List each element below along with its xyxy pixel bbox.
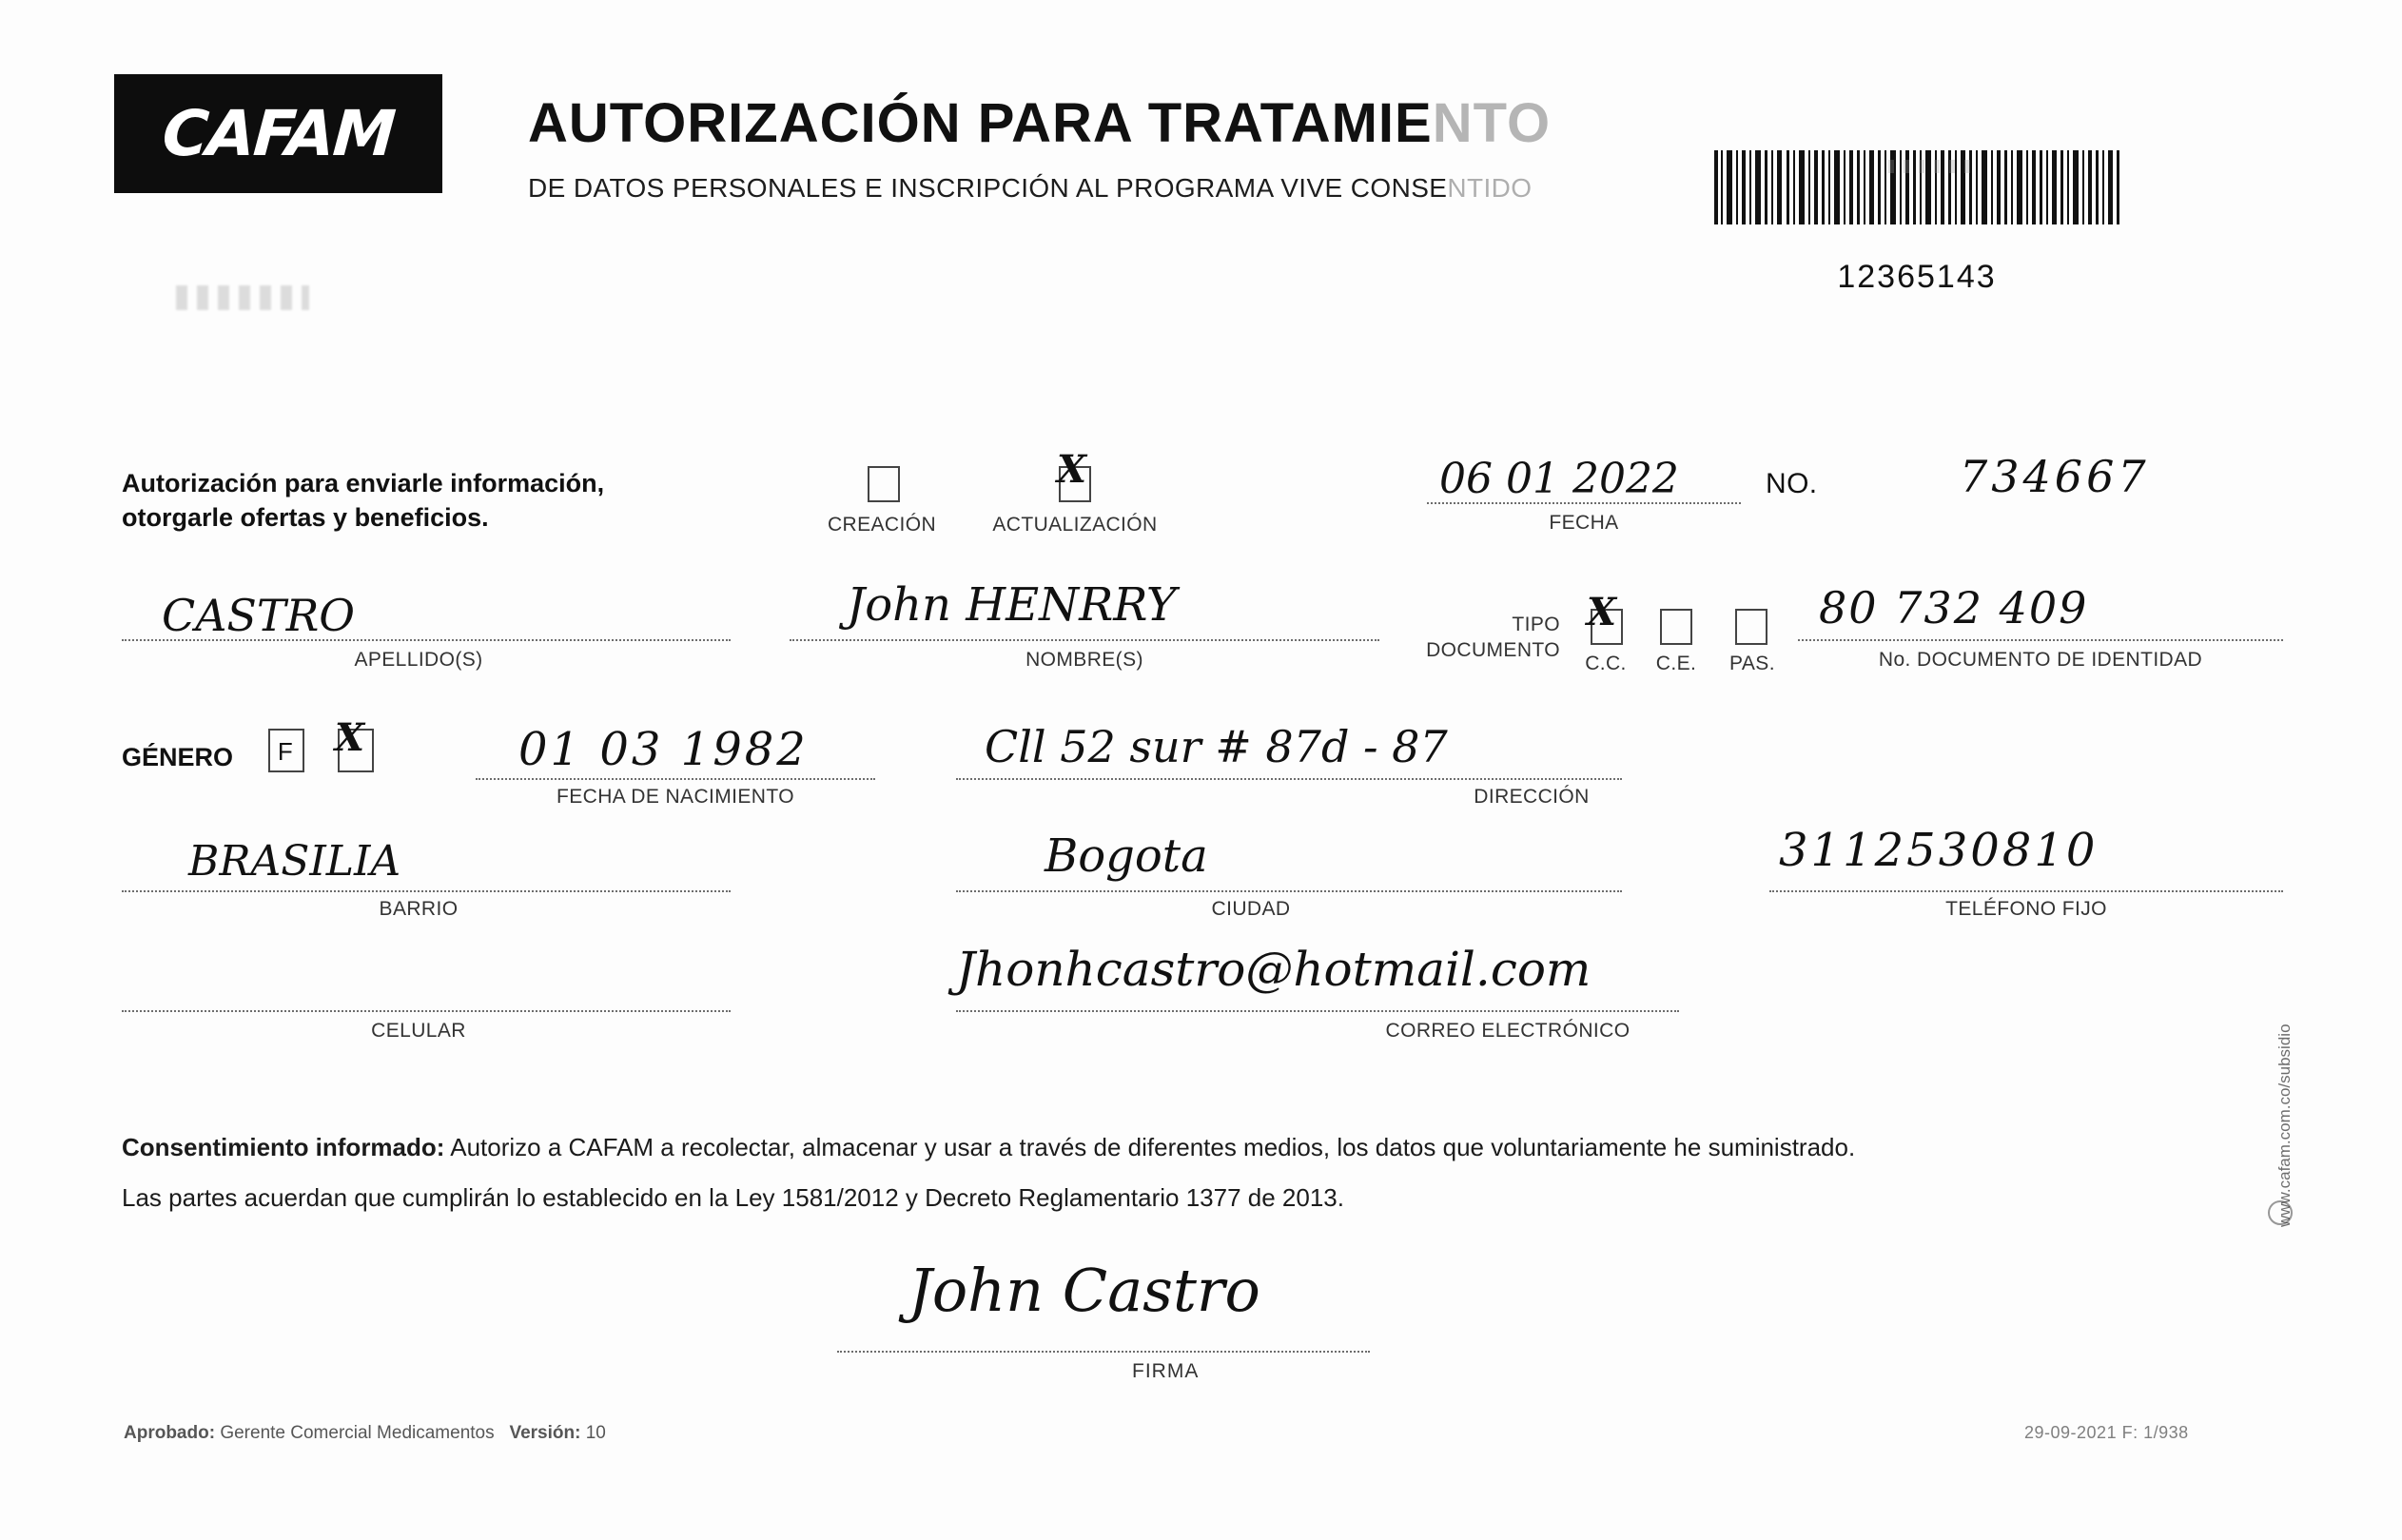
correo-line [956,1010,1679,1012]
apellidos-caption: APELLIDO(S) [354,649,483,671]
page-subtitle [528,173,1532,204]
tipo-pas-caption: PAS. [1729,653,1775,674]
fecha-nacimiento-value[interactable]: 01 03 1982 [518,723,809,776]
tipo-documento-caption-1: TIPO [1512,614,1560,635]
consent-line2: Las partes acuerdan que cumplirán lo establecido en la Ley 1581/2012 y Decreto Reglamentario 1377 de 2013. [122,1182,1344,1212]
signature-value[interactable]: John Castro [908,1256,1260,1325]
genero-label: GÉNERO [122,743,234,771]
footer-version-label: Versión: [509,1423,581,1443]
creacion-checkbox[interactable] [868,466,900,502]
ciudad-value[interactable]: Bogota [1045,829,1208,883]
barrio-value[interactable]: BRASILIA [188,837,401,886]
tipo-ce-caption: C.E. [1655,653,1697,674]
tipo-cc-caption: C.C. [1585,653,1627,674]
telefono-fijo-line [1769,890,2283,892]
scan-smudge [176,285,309,310]
footer-left [124,1423,606,1444]
genero-f-label: F [277,737,294,766]
actualizacion-check-mark: X [1057,447,1087,492]
apellidos-line [122,639,731,641]
page-subtitle-faded: NTIDO [1447,173,1533,203]
fecha-nacimiento-caption: FECHA DE NACIMIENTO [557,786,794,808]
correo-caption: CORREO ELECTRÓNICO [1385,1020,1631,1042]
consent-line1: Autorizo a CAFAM a recolectar, almacenar y usar a través de diferentes medios, los datos que voluntariamente he suministrado. [444,1133,1856,1161]
celular-line [122,1010,731,1012]
footer-right: 29-09-2021 F: 1/938 [2024,1423,2189,1442]
cafam-logo-text: CAFAM [160,97,397,170]
tipo-documento-caption-2: DOCUMENTO [1426,639,1560,661]
direccion-caption: DIRECCIÓN [1474,786,1590,808]
documento-caption: No. DOCUMENTO DE IDENTIDAD [1878,649,2203,671]
actualizacion-caption: ACTUALIZACIÓN [992,514,1158,536]
footer-approved-label: Aprobado: [124,1423,216,1443]
correo-value[interactable]: Jhonhcastro@hotmail.com [956,942,1592,997]
no-label: NO. [1766,468,1818,499]
consent-paragraph [122,1127,2267,1218]
signature-caption: FIRMA [1132,1360,1200,1382]
celular-caption: CELULAR [371,1020,466,1042]
footer-approved-value: Gerente Comercial Medicamentos [215,1423,495,1443]
footer-side-text: www.cafam.com.co/subsidio [2275,1023,2294,1227]
barrio-caption: BARRIO [379,898,459,920]
direccion-line [956,778,1622,780]
page-title-text: AUTORIZACIÓN PARA TRATAMIE [528,92,1433,154]
fecha-line [1427,502,1741,504]
telefono-fijo-value[interactable]: 3112530810 [1779,824,2099,877]
tipo-ce-checkbox[interactable] [1660,609,1692,645]
fecha-caption: FECHA [1549,512,1619,534]
barcode-number: 12365143 [1837,259,1997,295]
page-subtitle-text: DE DATOS PERSONALES E INSCRIPCIÓN AL PROGRAMA VIVE CONSE [528,173,1448,203]
barrio-line [122,890,731,892]
documento-value[interactable]: 80 732 409 [1819,582,2089,634]
authorization-label-line2: otorgarle ofertas y beneficios. [122,503,489,533]
ciudad-line [956,890,1622,892]
scan-artifact [1888,160,1974,173]
no-value[interactable]: 734667 [1960,451,2150,502]
creacion-caption: CREACIÓN [827,514,937,536]
nombres-line [790,639,1379,641]
consent-label: Consentimiento informado: [122,1133,445,1161]
nombres-value[interactable]: John HENRRY [847,578,1177,632]
cafam-logo [114,74,442,193]
apellidos-value[interactable]: CASTRO [162,590,355,641]
signature-line [837,1351,1370,1353]
footer-version-value: 10 [580,1423,606,1443]
genero-m-check-mark: X [335,715,365,760]
page-title [528,91,1551,155]
ciudad-caption: CIUDAD [1211,898,1291,920]
documento-line [1798,639,2283,641]
authorization-label-line1: Autorización para enviarle información, [122,469,605,497]
tipo-cc-check-mark: X [1587,590,1617,634]
fecha-value[interactable]: 06 01 2022 [1439,455,1679,503]
authorization-label [122,466,712,536]
fecha-nacimiento-line [476,778,875,780]
nombres-caption: NOMBRE(S) [1025,649,1143,671]
tipo-pas-checkbox[interactable] [1735,609,1767,645]
page-title-faded: NTO [1432,92,1552,154]
direccion-value[interactable]: Cll 52 sur # 87d - 87 [985,721,1448,772]
telefono-fijo-caption: TELÉFONO FIJO [1945,898,2107,920]
